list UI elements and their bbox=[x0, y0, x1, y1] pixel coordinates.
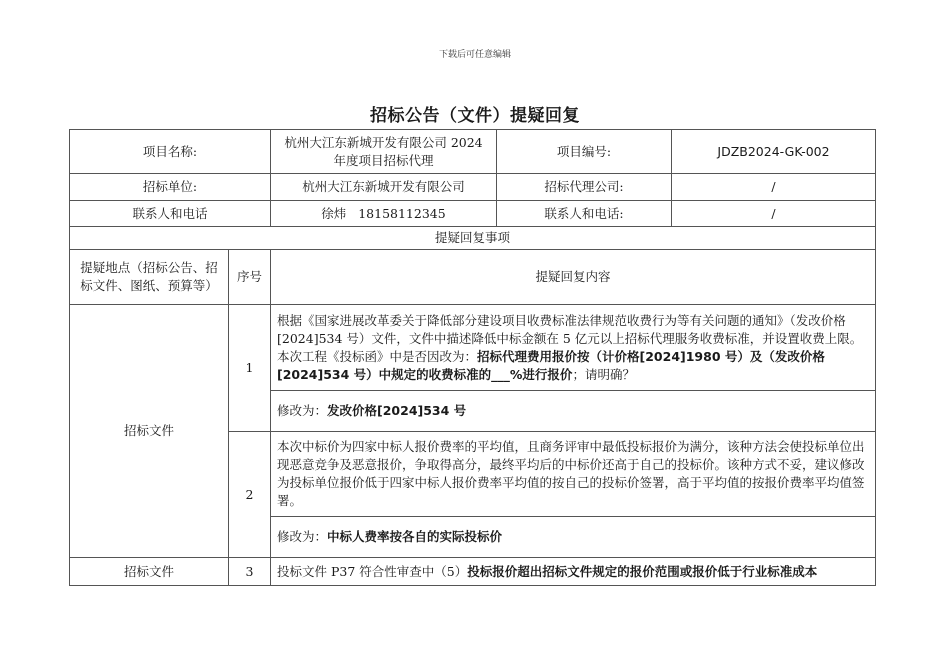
column-header-seq: 序号 bbox=[229, 250, 271, 305]
contact-label: 联系人和电话 bbox=[70, 201, 271, 227]
section-title-row bbox=[70, 227, 876, 250]
question-text bbox=[271, 305, 876, 391]
question-plain-end: ；请明确？ bbox=[572, 366, 635, 382]
contact-value: 徐炜 18158112345 bbox=[271, 201, 497, 227]
question-text bbox=[271, 558, 876, 586]
section-title: 提疑回复事项 bbox=[70, 227, 876, 250]
contact-row bbox=[70, 201, 876, 227]
answer-text bbox=[271, 391, 876, 432]
row-seq: 1 bbox=[229, 305, 271, 432]
tender-unit-label: 招标单位: bbox=[70, 174, 271, 201]
question-emphasis: 投标报价超出招标文件规定的报价范围或报价低于行业标准成本 bbox=[467, 563, 818, 579]
question-plain: 根据《国家进展改革委关于降低部分建设项目收费标准法律规范收费行为等有关问题的通知》（发改价格[2024]534 号）文件，文件中描述降低中标金额在 5 亿元以上招标代理服务收费标准，并设置收费上限。本次工程《投标函》中是否因改为： bbox=[277, 312, 863, 364]
tender-unit-row bbox=[70, 174, 876, 201]
question-emphasis: 招标代理费用报价按（计价格[2024]1980 号）及（发改价格[2024]534 号）中规定的收费标准的___%进行报价 bbox=[277, 348, 825, 382]
row-location: 招标文件 bbox=[70, 305, 229, 558]
column-header-location: 提疑地点（招标公告、招标文件、图纸、预算等） bbox=[70, 250, 229, 305]
project-row bbox=[70, 130, 876, 174]
project-name-label: 项目名称: bbox=[70, 130, 271, 174]
row-seq: 2 bbox=[229, 432, 271, 558]
agent-label: 招标代理公司: bbox=[497, 174, 672, 201]
contact2-label: 联系人和电话: bbox=[497, 201, 672, 227]
contact2-value: / bbox=[672, 201, 876, 227]
answer-emphasis: 发改价格[2024]534 号 bbox=[327, 403, 467, 418]
document-title: 招标公告（文件）提疑回复 bbox=[370, 106, 580, 126]
table-row bbox=[70, 558, 876, 586]
project-name-value: 杭州大江东新城开发有限公司 2024 年度项目招标代理 bbox=[271, 130, 497, 174]
answer-emphasis: 中标人费率按各自的实际投标价 bbox=[327, 529, 503, 544]
row-seq: 3 bbox=[229, 558, 271, 586]
answer-prefix: 修改为： bbox=[277, 403, 328, 418]
project-no-label: 项目编号: bbox=[497, 130, 672, 174]
header-note: 下载后可任意编辑 bbox=[438, 50, 511, 60]
project-no-value: JDZB2024-GK-002 bbox=[672, 130, 876, 174]
answer-text bbox=[271, 517, 876, 558]
question-text: 本次中标价为四家中标人报价费率的平均值，且商务评审中最低投标报价为满分，该种方法会使投标单位出现恶意竞争及恶意报价，争取得高分，最终平均后的中标价还高于自己的投标价。该种方式不妥，建议修改为投标单位报价低于四家中标人报价费率平均值的按自己的投标价签署，高于平均值的按报价费率平均值签署。 bbox=[271, 432, 876, 517]
row-location: 招标文件 bbox=[70, 558, 229, 586]
column-header-content: 提疑回复内容 bbox=[271, 250, 876, 305]
table-row bbox=[70, 305, 876, 391]
reply-table bbox=[69, 129, 876, 586]
agent-value: / bbox=[672, 174, 876, 201]
question-plain: 投标文件 P37 符合性审查中（5） bbox=[277, 563, 468, 579]
tender-unit-value: 杭州大江东新城开发有限公司 bbox=[271, 174, 497, 201]
answer-prefix: 修改为： bbox=[277, 529, 328, 544]
column-header-row bbox=[70, 250, 876, 305]
